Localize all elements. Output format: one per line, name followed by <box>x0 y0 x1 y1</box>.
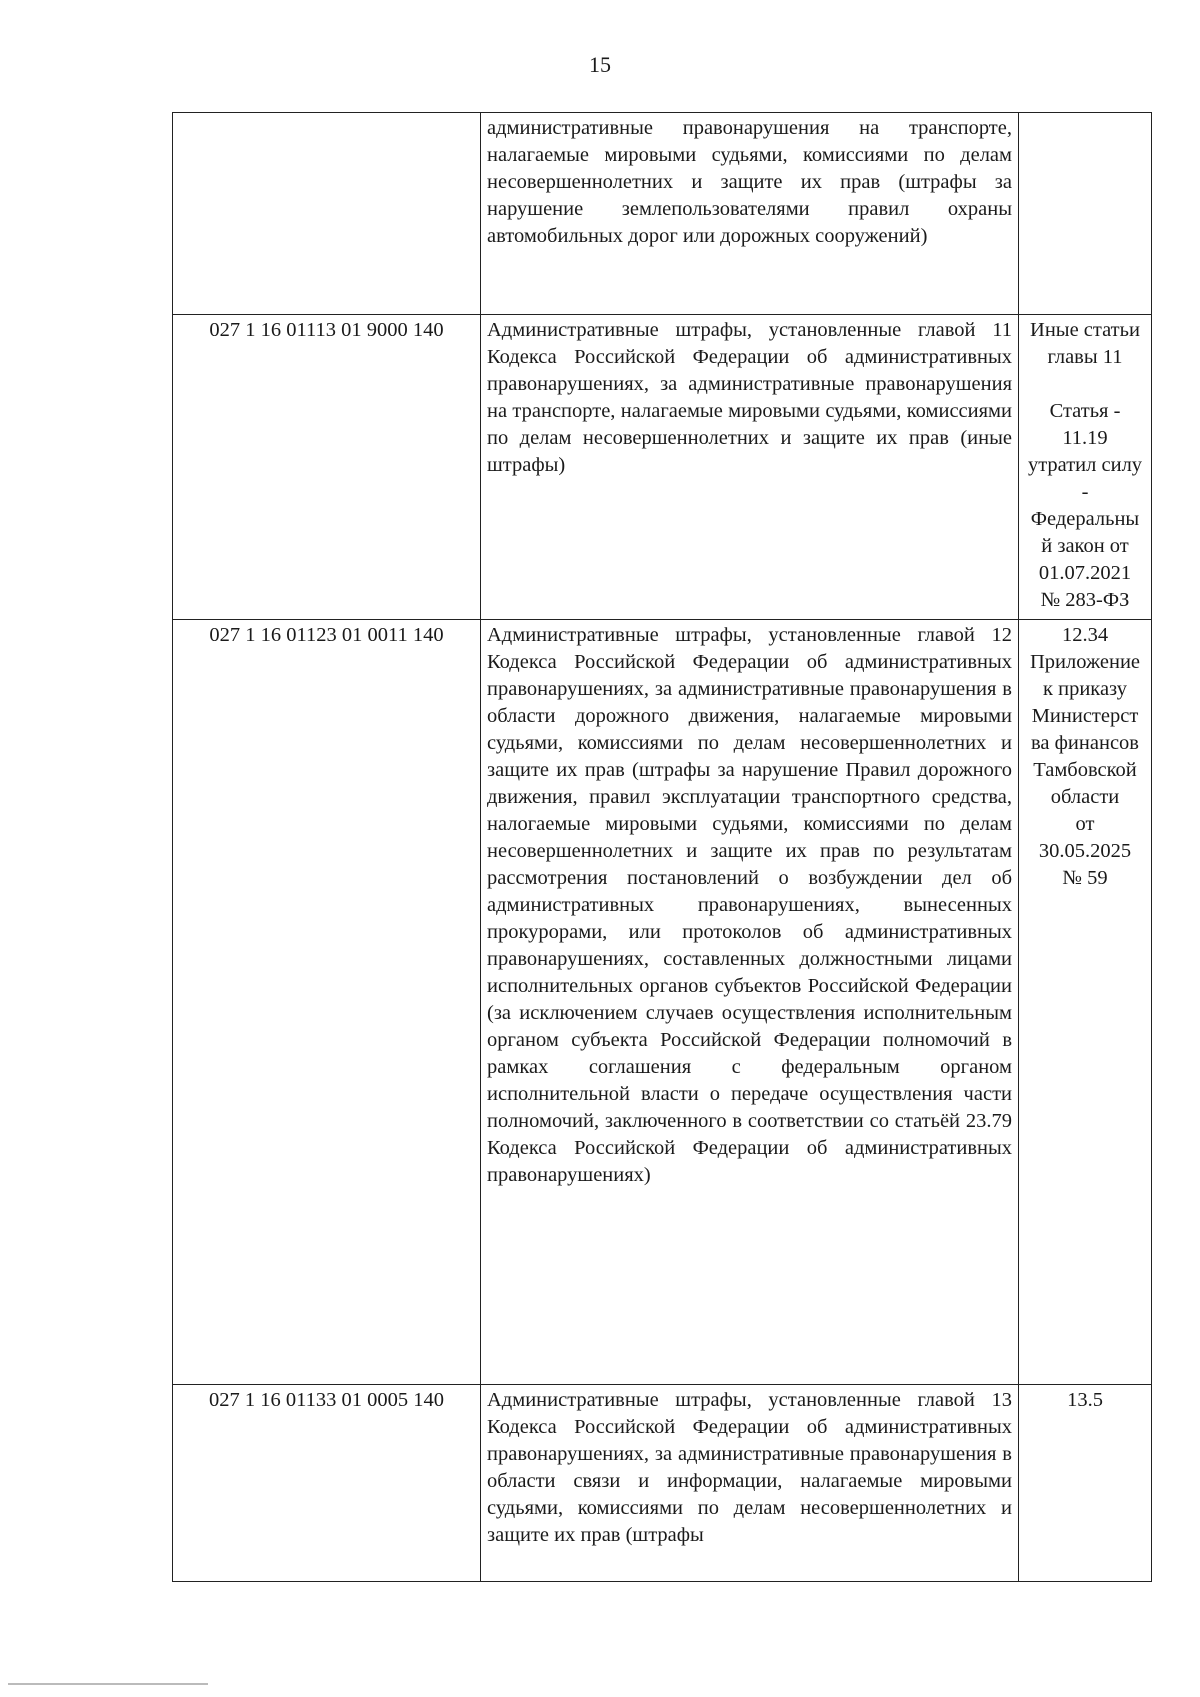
scan-edge-line <box>8 1683 208 1685</box>
article-line: главы 11 <box>1047 346 1123 368</box>
table-row <box>173 315 1152 620</box>
description-cell: Административные штрафы, установленные главой 11 Кодекса Российской Федерации об административных правонарушениях, за административные правонарушения на транспорте, налагаемые мировыми судьями, комиссиями по делам несовершеннолетних и защите их прав (иные штрафы) <box>481 315 1019 620</box>
article-line: й закон от <box>1041 535 1129 557</box>
article-line: 12.34 <box>1061 624 1109 646</box>
article-line: - <box>1081 481 1089 503</box>
budget-code-cell: 027 1 16 01113 01 9000 140 <box>173 315 481 620</box>
article-cell <box>1019 620 1152 1385</box>
article-line: Министерст <box>1031 705 1139 727</box>
article-line: № 283-ФЗ <box>1040 589 1130 611</box>
article-line: Федеральны <box>1030 508 1140 530</box>
article-line: № 59 <box>1062 867 1108 889</box>
article-line: 13.5 <box>1067 1389 1103 1411</box>
budget-code-cell: 027 1 16 01123 01 0011 140 <box>173 620 481 1385</box>
table-row <box>173 113 1152 315</box>
table-row <box>173 620 1152 1385</box>
budget-code-cell <box>173 113 481 315</box>
article-line <box>1025 371 1145 398</box>
article-line: 01.07.2021 <box>1038 562 1132 584</box>
article-line: 30.05.2025 <box>1038 840 1132 862</box>
table-body <box>173 113 1152 1582</box>
article-line: от <box>1075 813 1095 835</box>
budget-codes-table <box>172 112 1152 1582</box>
article-line: области <box>1050 786 1120 808</box>
description-cell: Административные штрафы, установленные главой 12 Кодекса Российской Федерации об административных правонарушениях, за административные правонарушения в области дорожного движения, налагаемые мировыми судьями, комиссиями по делам несовершеннолетних и защите их прав (штрафы за нарушение Правил дорожного движения, правил эксплуатации транспортного средства, налогаемые мировыми судьями, комиссиями по делам несовершеннолетних и защите их прав по результатам рассмотрения постановлений о возбуждении дел об административных правонарушениях, вынесенных прокурорами, или протоколов об административных правонарушениях, составленных должностными лицами исполнительных органов субъектов Российской Федерации (за исключением случаев осуществления исполнительным органом субъекта Российской Федерации полномочий в рамках соглашения с федеральным органом исполнительной власти о передаче осуществления части полномочий, заключенного в соответствии со статьёй 23.79 Кодекса Российской Федерации об административных правонарушениях) <box>481 620 1019 1385</box>
budget-code-cell: 027 1 16 01133 01 0005 140 <box>173 1385 481 1582</box>
article-line: утратил силу <box>1027 454 1143 476</box>
article-line: Приложение <box>1029 651 1141 673</box>
article-line: Статья - <box>1049 400 1121 422</box>
description-cell: Административные штрафы, установленные главой 13 Кодекса Российской Федерации об административных правонарушениях, за административные правонарушения в области связи и информации, налагаемые мировыми судьями, комиссиями по делам несовершеннолетних и защите их прав (штрафы <box>481 1385 1019 1582</box>
article-cell <box>1019 113 1152 315</box>
article-line: Иные статьи <box>1030 319 1140 341</box>
table-row <box>173 1385 1152 1582</box>
article-line: Тамбовской <box>1033 759 1137 781</box>
article-cell <box>1019 1385 1152 1582</box>
article-cell <box>1019 315 1152 620</box>
article-line: 11.19 <box>1062 427 1108 449</box>
article-line: к приказу <box>1043 678 1127 700</box>
description-cell: административные правонарушения на транспорте, налагаемые мировыми судьями, комиссиями по делам несовершеннолетних и защите их прав (штрафы за нарушение землепользователями правил охраны автомобильных дорог или дорожных сооружений) <box>481 113 1019 315</box>
article-line: ва финансов <box>1031 732 1139 754</box>
page-number: 15 <box>589 52 611 77</box>
